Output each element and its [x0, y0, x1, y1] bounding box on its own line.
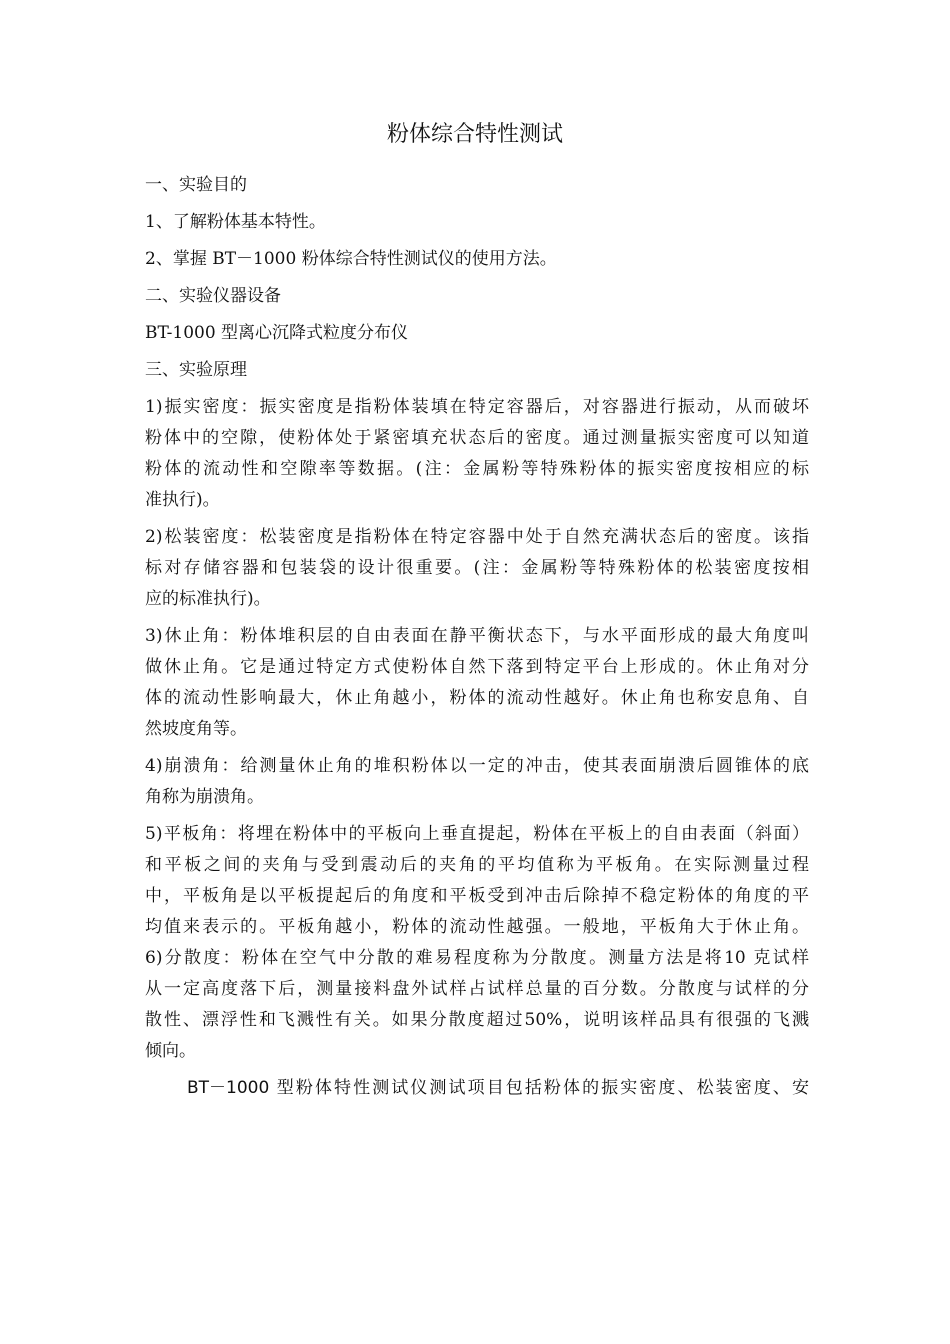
- text-line: 角称为崩溃角。: [145, 787, 264, 807]
- text-line: 准执行)。: [145, 490, 220, 510]
- text-line: 粉体中的空隙，使粉体处于紧密填充状态后的密度。通过测量振实密度可以知道: [145, 428, 809, 448]
- text-line: 4)崩溃角：给测量休止角的堆积粉体以一定的冲击，使其表面崩溃后圆锥体的底: [145, 756, 809, 776]
- section-heading-principle: [145, 355, 809, 386]
- text-line: BT－1000 型粉体特性测试仪测试项目包括粉体的振实密度、松装密度、安: [187, 1078, 809, 1098]
- text-line: 体的流动性影响最大，休止角越小，粉体的流动性越好。休止角也称安息角、自: [145, 688, 809, 708]
- text-line: 从一定高度落下后，测量接料盘外试样占试样总量的百分数。分散度与试样的分: [145, 979, 809, 999]
- paragraph-bulk-density: [145, 522, 809, 615]
- text-line: 一、实验目的: [145, 175, 247, 195]
- text-line: 倾向。: [145, 1041, 196, 1061]
- text-line: 应的标准执行)。: [145, 589, 271, 609]
- text-line: 三、实验原理: [145, 360, 247, 380]
- document-body: [145, 170, 809, 1110]
- text-line: 标对存储容器和包装袋的设计很重要。(注：金属粉等特殊粉体的松装密度按相: [145, 558, 809, 578]
- text-line: 二、实验仪器设备: [145, 286, 281, 306]
- text-line: 做休止角。它是通过特定方式使粉体自然下落到特定平台上形成的。休止角对分: [145, 657, 809, 677]
- purpose-item-1: [145, 207, 809, 238]
- text-line: 1)振实密度：振实密度是指粉体装填在特定容器后，对容器进行振动，从而破坏: [145, 397, 809, 417]
- paragraph-angle-of-repose: [145, 621, 809, 745]
- paragraph-spatula-angle-and-dispersibility: [145, 819, 809, 1067]
- text-line: 中，平板角是以平板提起后的角度和平板受到冲击后除掉不稳定粉体的角度的平: [145, 886, 809, 906]
- text-line: 3)休止角：粉体堆积层的自由表面在静平衡状态下，与水平面形成的最大角度叫: [145, 626, 809, 646]
- text-line: 1、了解粉体基本特性。: [145, 212, 326, 232]
- text-line: 和平板之间的夹角与受到震动后的夹角的平均值称为平板角。在实际测量过程: [145, 855, 809, 875]
- section-heading-equipment: [145, 281, 809, 312]
- text-line: 均值来表示的。平板角越小，粉体的流动性越强。一般地，平板角大于休止角。: [145, 917, 809, 937]
- text-line: 6)分散度：粉体在空气中分散的难易程度称为分散度。测量方法是将10 克试样: [145, 948, 809, 968]
- section-heading-purpose: [145, 170, 809, 201]
- equipment-item: [145, 318, 809, 349]
- text-line: 散性、漂浮性和飞溅性有关。如果分散度超过50%，说明该样品具有很强的飞溅: [145, 1010, 809, 1030]
- paragraph-angle-of-fall: [145, 751, 809, 813]
- text-line: 然坡度角等。: [145, 719, 247, 739]
- document-title: 粉体综合特性测试: [386, 122, 563, 147]
- text-line: 2)松装密度：松装密度是指粉体在特定容器中处于自然充满状态后的密度。该指: [145, 527, 809, 547]
- text-line: 5)平板角：将埋在粉体中的平板向上垂直提起，粉体在平板上的自由表面（斜面）: [145, 824, 809, 844]
- text-line: BT-1000 型离心沉降式粒度分布仪: [145, 323, 409, 343]
- purpose-item-2: [145, 244, 809, 275]
- text-line: 粉体的流动性和空隙率等数据。(注：金属粉等特殊粉体的振实密度按相应的标: [145, 459, 809, 479]
- paragraph-bt1000-intro: [145, 1073, 809, 1104]
- paragraph-tap-density: [145, 392, 809, 516]
- text-line: 2、掌握 BT－1000 粉体综合特性测试仪的使用方法。: [145, 249, 557, 269]
